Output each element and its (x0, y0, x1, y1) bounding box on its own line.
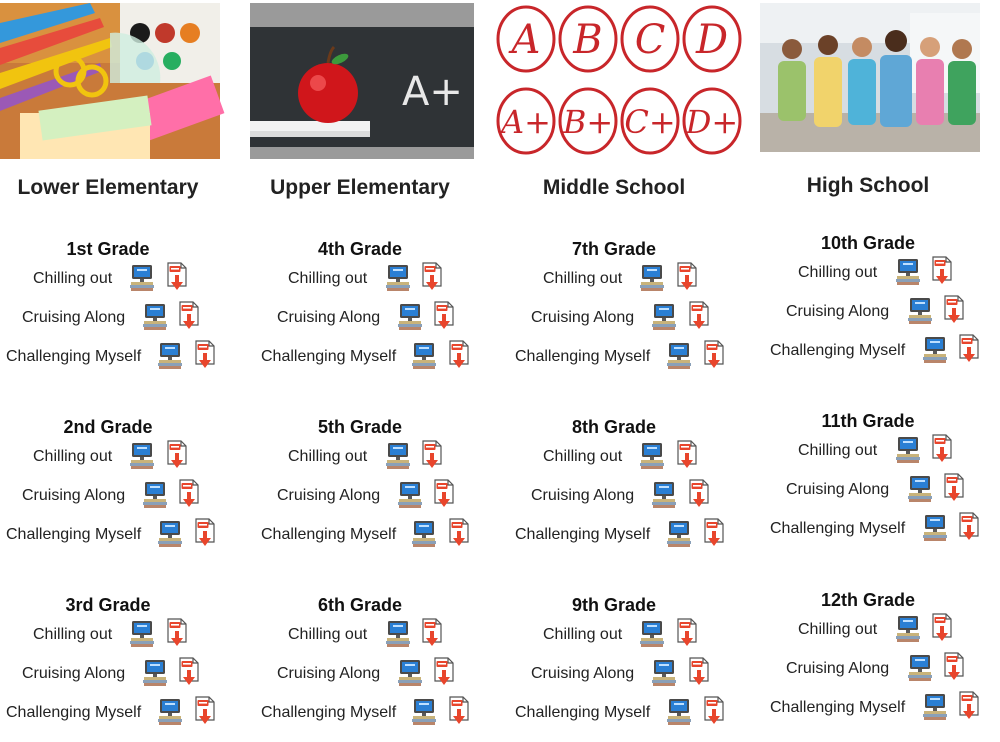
track-row-cruising (252, 657, 468, 696)
level-title: Upper Elementary (270, 176, 450, 199)
track-row-challenging (506, 340, 722, 379)
track-label: Challenging Myself (6, 348, 142, 365)
computer-books-icon[interactable] (157, 520, 183, 548)
track-row-cruising (0, 479, 216, 518)
computer-books-icon[interactable] (895, 258, 921, 286)
pdf-download-icon[interactable] (703, 696, 725, 726)
computer-books-icon[interactable] (907, 654, 933, 682)
pdf-download-icon[interactable] (433, 301, 455, 331)
computer-books-icon[interactable] (922, 336, 948, 364)
computer-books-icon[interactable] (666, 342, 692, 370)
chalk-text: A+ (402, 69, 463, 115)
track-row-challenging (0, 340, 216, 379)
grade-block-11th (760, 408, 976, 551)
grade-title: 10th Grade (820, 233, 916, 253)
pdf-download-icon[interactable] (931, 434, 953, 464)
track-row-chilling (0, 618, 216, 657)
pdf-download-icon[interactable] (194, 518, 216, 548)
computer-books-icon[interactable] (385, 264, 411, 292)
pdf-download-icon[interactable] (448, 518, 470, 548)
computer-books-icon[interactable] (157, 698, 183, 726)
track-row-cruising (252, 301, 468, 340)
track-label: Challenging Myself (770, 520, 906, 537)
grade-title: 12th Grade (820, 590, 916, 610)
grade-block-4th (252, 236, 468, 379)
track-label: Cruising Along (277, 487, 381, 504)
pdf-download-icon[interactable] (421, 618, 443, 648)
track-label: Chilling out (288, 448, 368, 465)
grade-title: 3rd Grade (65, 595, 151, 615)
grade-block-2nd (0, 414, 216, 557)
track-row-challenging (506, 518, 722, 557)
apple-chalkboard-image[interactable] (250, 3, 474, 159)
level-title: High School (806, 174, 930, 197)
track-label: Chilling out (288, 270, 368, 287)
grade-block-7th (506, 236, 722, 379)
track-label: Challenging Myself (6, 526, 142, 543)
grade-block-5th (252, 414, 468, 557)
grade-title: 7th Grade (571, 239, 657, 259)
track-row-cruising (506, 479, 722, 518)
track-label: Chilling out (543, 626, 623, 643)
grade-block-6th (252, 592, 468, 735)
track-label: Challenging Myself (261, 526, 397, 543)
pdf-download-icon[interactable] (958, 334, 980, 364)
grade-title: 1st Grade (66, 239, 150, 259)
track-label: Challenging Myself (515, 704, 651, 721)
letter-a-plus: A+ (501, 103, 551, 141)
pdf-download-icon[interactable] (178, 479, 200, 509)
pdf-download-icon[interactable] (194, 696, 216, 726)
track-row-cruising (506, 301, 722, 340)
pdf-download-icon[interactable] (421, 262, 443, 292)
track-label: Chilling out (543, 448, 623, 465)
computer-books-icon[interactable] (922, 514, 948, 542)
track-label: Challenging Myself (515, 526, 651, 543)
computer-books-icon[interactable] (639, 620, 665, 648)
track-label: Cruising Along (22, 487, 126, 504)
track-row-cruising (0, 657, 216, 696)
track-row-chilling (252, 618, 468, 657)
track-label: Challenging Myself (515, 348, 651, 365)
track-row-chilling (252, 440, 468, 479)
grade-title: 11th Grade (821, 411, 915, 431)
track-row-cruising (760, 473, 976, 512)
computer-books-icon[interactable] (385, 620, 411, 648)
letter-a: A (511, 17, 541, 63)
computer-books-icon[interactable] (651, 303, 677, 331)
track-label: Cruising Along (22, 309, 126, 326)
track-label: Cruising Along (786, 303, 890, 320)
track-label: Cruising Along (277, 665, 381, 682)
computer-books-icon[interactable] (411, 698, 437, 726)
track-row-chilling (760, 434, 976, 473)
track-label: Chilling out (543, 270, 623, 287)
track-label: Cruising Along (531, 309, 635, 326)
pdf-download-icon[interactable] (958, 691, 980, 721)
grade-block-12th (760, 587, 976, 730)
track-label: Challenging Myself (261, 348, 397, 365)
computer-books-icon[interactable] (397, 303, 423, 331)
pdf-download-icon[interactable] (433, 479, 455, 509)
pdf-download-icon[interactable] (676, 618, 698, 648)
letter-c: C (634, 17, 666, 63)
track-label: Chilling out (33, 448, 113, 465)
track-row-chilling (506, 440, 722, 479)
track-row-chilling (760, 256, 976, 295)
pdf-download-icon[interactable] (421, 440, 443, 470)
pdf-download-icon[interactable] (688, 301, 710, 331)
track-label: Chilling out (288, 626, 368, 643)
pdf-download-icon[interactable] (943, 473, 965, 503)
letter-c-plus: C+ (624, 103, 676, 141)
pdf-download-icon[interactable] (943, 295, 965, 325)
letter-b: B (573, 17, 603, 63)
track-row-challenging (506, 696, 722, 735)
pdf-download-icon[interactable] (433, 657, 455, 687)
track-row-chilling (0, 262, 216, 301)
track-row-challenging (760, 691, 976, 730)
pdf-download-icon[interactable] (931, 256, 953, 286)
grade-block-1st (0, 236, 216, 379)
track-row-chilling (760, 613, 976, 652)
computer-books-icon[interactable] (397, 659, 423, 687)
students-group-image[interactable] (760, 3, 980, 152)
grade-title: 9th Grade (571, 595, 657, 615)
computer-books-icon[interactable] (397, 481, 423, 509)
computer-books-icon[interactable] (651, 481, 677, 509)
track-label: Chilling out (798, 442, 878, 459)
computer-books-icon[interactable] (411, 520, 437, 548)
grade-title: 8th Grade (571, 417, 657, 437)
computer-books-icon[interactable] (129, 620, 155, 648)
computer-books-icon[interactable] (142, 481, 168, 509)
computer-books-icon[interactable] (157, 342, 183, 370)
pdf-download-icon[interactable] (703, 340, 725, 370)
computer-books-icon[interactable] (142, 659, 168, 687)
pdf-download-icon[interactable] (676, 440, 698, 470)
computer-books-icon[interactable] (651, 659, 677, 687)
pdf-download-icon[interactable] (448, 340, 470, 370)
track-label: Challenging Myself (770, 699, 906, 716)
letter-d-plus: D+ (685, 103, 739, 141)
grade-block-9th (506, 592, 722, 735)
track-label: Chilling out (33, 270, 113, 287)
computer-books-icon[interactable] (385, 442, 411, 470)
pdf-download-icon[interactable] (178, 657, 200, 687)
computer-books-icon[interactable] (907, 475, 933, 503)
grade-block-10th (760, 230, 976, 373)
pdf-download-icon[interactable] (676, 262, 698, 292)
pdf-download-icon[interactable] (178, 301, 200, 331)
track-row-challenging (760, 334, 976, 373)
computer-books-icon[interactable] (922, 693, 948, 721)
track-label: Cruising Along (277, 309, 381, 326)
track-label: Challenging Myself (6, 704, 142, 721)
pdf-download-icon[interactable] (166, 618, 188, 648)
track-label: Cruising Along (22, 665, 126, 682)
track-row-challenging (0, 518, 216, 557)
grade-title: 5th Grade (317, 417, 403, 437)
track-label: Cruising Along (786, 660, 890, 677)
computer-books-icon[interactable] (907, 297, 933, 325)
track-row-chilling (506, 262, 722, 301)
letter-d: D (695, 17, 729, 63)
pdf-download-icon[interactable] (688, 479, 710, 509)
track-label: Chilling out (798, 264, 878, 281)
grade-title: 2nd Grade (63, 417, 153, 437)
level-title: Middle School (542, 176, 686, 199)
track-label: Chilling out (798, 621, 878, 638)
pdf-download-icon[interactable] (703, 518, 725, 548)
track-label: Challenging Myself (261, 704, 397, 721)
track-row-cruising (760, 652, 976, 691)
grade-block-8th (506, 414, 722, 557)
computer-books-icon[interactable] (639, 264, 665, 292)
track-label: Cruising Along (531, 487, 635, 504)
letter-b-plus: B+ (562, 103, 614, 141)
pdf-download-icon[interactable] (166, 262, 188, 292)
track-row-cruising (252, 479, 468, 518)
computer-books-icon[interactable] (895, 615, 921, 643)
letter-grades-image[interactable] (501, 3, 739, 159)
computer-books-icon[interactable] (129, 264, 155, 292)
pdf-download-icon[interactable] (194, 340, 216, 370)
pdf-download-icon[interactable] (931, 613, 953, 643)
level-title: Lower Elementary (17, 176, 199, 199)
pdf-download-icon[interactable] (958, 512, 980, 542)
track-row-challenging (252, 340, 468, 379)
track-row-chilling (252, 262, 468, 301)
track-row-chilling (0, 440, 216, 479)
computer-books-icon[interactable] (142, 303, 168, 331)
grade-title: 6th Grade (317, 595, 403, 615)
track-row-cruising (506, 657, 722, 696)
computer-books-icon[interactable] (639, 442, 665, 470)
computer-books-icon[interactable] (666, 698, 692, 726)
track-label: Cruising Along (786, 481, 890, 498)
track-label: Chilling out (33, 626, 113, 643)
grade-title: 4th Grade (317, 239, 403, 259)
track-row-cruising (0, 301, 216, 340)
pdf-download-icon[interactable] (943, 652, 965, 682)
track-row-challenging (252, 696, 468, 735)
school-supplies-image[interactable] (0, 3, 220, 159)
track-row-cruising (760, 295, 976, 334)
track-row-challenging (252, 518, 468, 557)
pdf-download-icon[interactable] (166, 440, 188, 470)
track-label: Cruising Along (531, 665, 635, 682)
pdf-download-icon[interactable] (448, 696, 470, 726)
track-row-challenging (760, 512, 976, 551)
computer-books-icon[interactable] (129, 442, 155, 470)
computer-books-icon[interactable] (411, 342, 437, 370)
track-row-chilling (506, 618, 722, 657)
computer-books-icon[interactable] (895, 436, 921, 464)
pdf-download-icon[interactable] (688, 657, 710, 687)
track-row-challenging (0, 696, 216, 735)
track-label: Challenging Myself (770, 342, 906, 359)
computer-books-icon[interactable] (666, 520, 692, 548)
grade-block-3rd (0, 592, 216, 735)
